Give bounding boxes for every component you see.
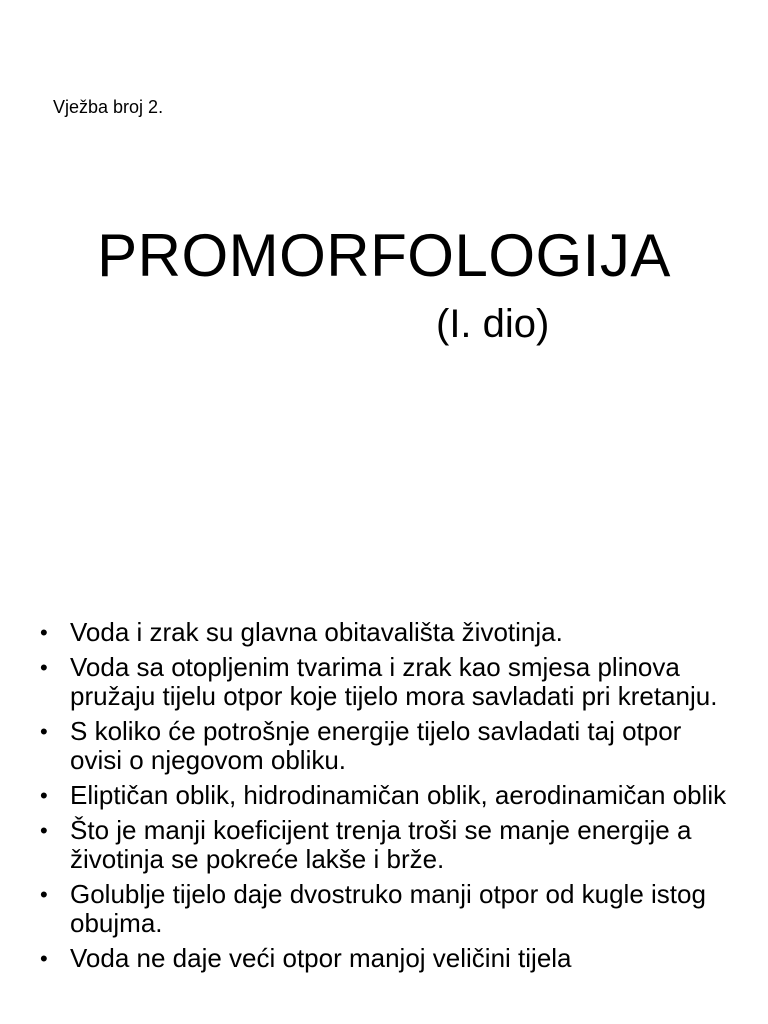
page-subtitle: (I. dio) bbox=[436, 302, 550, 346]
list-item bbox=[0, 816, 768, 874]
list-item-text: Voda ne daje veći otpor manjoj veličini tijela bbox=[70, 943, 572, 973]
list-item-text: S koliko će potrošnje energije tijelo savladati taj otpor ovisi o njegovom obliku. bbox=[70, 716, 682, 775]
list-item bbox=[0, 618, 768, 647]
list-item-text: Voda i zrak su glavna obitavališta životinja. bbox=[70, 617, 563, 647]
bullet-icon: • bbox=[40, 719, 48, 744]
list-item bbox=[0, 944, 768, 973]
list-item bbox=[0, 717, 768, 775]
bullet-list bbox=[0, 618, 768, 979]
list-item-text: Voda sa otopljenim tvarima i zrak kao smjesa plinova pružaju tijelu otpor koje tijelo mora savladati pri kretanju. bbox=[70, 652, 718, 711]
bullet-icon: • bbox=[40, 946, 48, 971]
list-item bbox=[0, 880, 768, 938]
bullet-icon: • bbox=[40, 783, 48, 808]
list-item-text: Eliptičan oblik, hidrodinamičan oblik, aerodinamičan oblik bbox=[70, 780, 727, 810]
list-item-text: Golublje tijelo daje dvostruko manji otpor od kugle istog obujma. bbox=[70, 879, 706, 938]
bullet-icon: • bbox=[40, 882, 48, 907]
list-item-text: Što je manji koeficijent trenja troši se manje energije a životinja se pokreće lakše i brže. bbox=[70, 815, 692, 874]
bullet-icon: • bbox=[40, 818, 48, 843]
list-item bbox=[0, 653, 768, 711]
list-item bbox=[0, 781, 768, 810]
bullet-icon: • bbox=[40, 620, 48, 645]
bullet-icon: • bbox=[40, 655, 48, 680]
page-title: PROMORFOLOGIJA bbox=[97, 222, 671, 289]
exercise-label: Vježba broj 2. bbox=[53, 97, 164, 117]
